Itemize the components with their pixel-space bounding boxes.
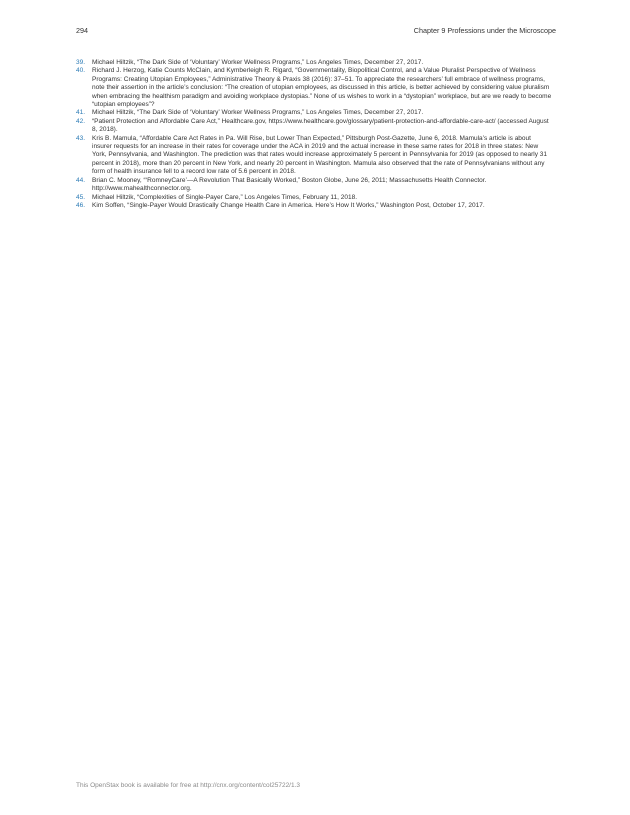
endnote-44 xyxy=(76,177,552,194)
endnote-43 xyxy=(76,135,552,177)
endnote-42 xyxy=(76,118,552,135)
endnote-text: Kris B. Mamula, “Affordable Care Act Rates in Pa. Will Rise, but Lower Than Expected,” Pittsburgh Post-Gazette, June 6, 2018. Mamula’s article is about insurer requests for an increase in their rates for coverage under the ACA in 2019 and the actual increase in these same rates for 2018 in three states: New York, Pennsylvania, and Washington. The prediction was that rates would increase approximately 5 percent in Pennsylvania for 2019 (as opposed to nearly 31 percent in 2018), more than 20 percent in New York, and nearly 20 percent in Washington. Mamula also observed that the rate of Pennsylvanians without any form of health insurance fell to a record low rate of 5.6 percent in 2018. xyxy=(92,134,548,176)
page-number: 294 xyxy=(76,26,88,35)
endnote-41 xyxy=(76,109,552,117)
endnote-39 xyxy=(76,59,552,67)
endnote-text: “Patient Protection and Affordable Care Act,” Healthcare.gov, https://www.healthcare.gov/glossary/patient-protection-and-affordable-care-act/ (accessed August 8, 2018). xyxy=(92,117,549,134)
endnote-number[interactable]: 39. xyxy=(76,59,86,66)
endnote-number[interactable]: 44. xyxy=(76,176,86,184)
endnote-text: Brian C. Mooney, “‘RomneyCare’—A Revolution That Basically Worked,” Boston Globe, June 26, 2011; Massachusetts Health Connector. http://www.mahealthconnector.org. xyxy=(92,176,487,193)
endnote-number[interactable]: 46. xyxy=(76,201,86,209)
endnote-text: Michael Hiltzik, “Complexities of Single-Payer Care,” Los Angeles Times, February 11, 2018. xyxy=(92,193,358,201)
endnote-number[interactable]: 41. xyxy=(76,109,86,117)
endnote-number[interactable]: 40. xyxy=(76,67,86,75)
endnote-text: Richard J. Herzog, Katie Counts McClain, and Kymberleigh R. Rigard, “Governmentality, Biopolitical Control, and a Value Pluralist Perspective of Wellness Programs: Creating Utopian Employees,” Administrative Theory & Praxis 38 (2016): 37–51. To appreciate the researchers’ full embrace of wellness programs, note their assertion in the article’s conclusion: “The creation of utopian employees, as discussed in this article, is better achieved by considering value pluralism when embracing the healthism paradigm and avoiding workplace dystopias.” None of us wishes to work in a “dystopian” workplace, but are we ready to become “utopian employees”? xyxy=(92,67,552,109)
endnote-text: Michael Hiltzik, “The Dark Side of ‘Voluntary’ Worker Wellness Programs,” Los Angeles Times, December 27, 2017. xyxy=(92,109,424,117)
page-header xyxy=(76,26,556,38)
endnote-number[interactable]: 42. xyxy=(76,117,86,125)
chapter-title: Chapter 9 Professions under the Microscope xyxy=(413,26,556,35)
endnote-45 xyxy=(76,194,552,202)
endnote-text: Michael Hiltzik, “The Dark Side of ‘Voluntary’ Worker Wellness Programs,” Los Angeles Times, December 27, 2017. xyxy=(92,59,424,66)
endnote-number[interactable]: 43. xyxy=(76,134,86,142)
endnote-text: Kim Soffen, “Single-Payer Would Drastically Change Health Care in America. Here’s How It Works,” Washington Post, October 17, 2017. xyxy=(92,201,485,209)
endnote-number[interactable]: 45. xyxy=(76,193,86,201)
endnotes-list xyxy=(76,59,552,210)
endnote-40 xyxy=(76,67,552,109)
page-footer: This OpenStax book is available for free at http://cnx.org/content/col25722/1.3 xyxy=(76,782,301,789)
endnote-46 xyxy=(76,202,552,210)
